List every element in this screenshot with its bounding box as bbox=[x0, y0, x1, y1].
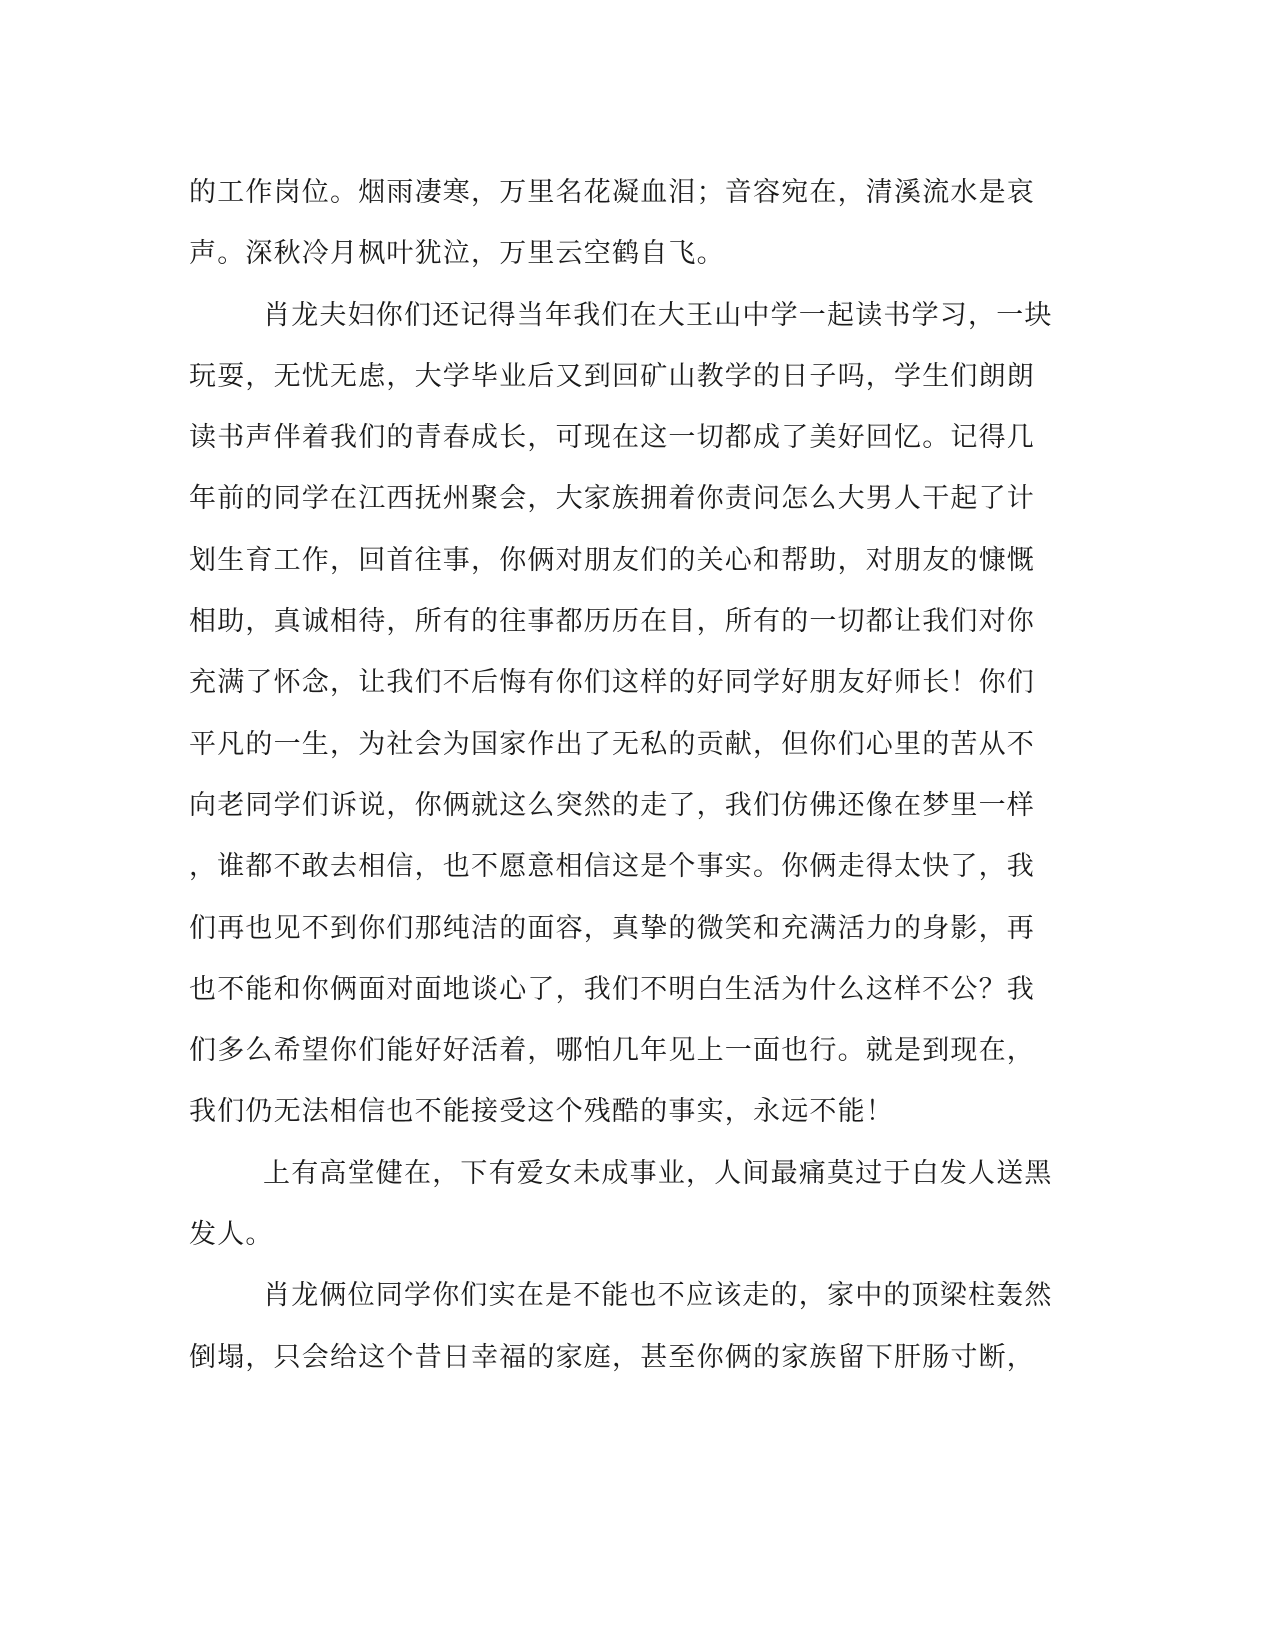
text-line: 划生育工作，回首往事，你俩对朋友们的关心和帮助，对朋友的慷慨 bbox=[189, 544, 1035, 576]
text-line: 我们仍无法相信也不能接受这个残酷的事实，永远不能！ bbox=[189, 1096, 894, 1128]
text-line: 倒塌，只会给这个昔日幸福的家庭，甚至你俩的家族留下肝肠寸断， bbox=[189, 1341, 1035, 1373]
paragraph-first-line: 肖龙俩位同学你们实在是不能也不应该走的，家中的顶梁柱轰然 bbox=[263, 1280, 1053, 1312]
text-line: 向老同学们诉说，你俩就这么突然的走了，我们仿佛还像在梦里一样 bbox=[189, 789, 1035, 821]
text-line: 相助，真诚相待，所有的往事都历历在目，所有的一切都让我们对你 bbox=[189, 606, 1035, 638]
text-line: 声。深秋冷月枫叶犹泣，万里云空鹤自飞。 bbox=[189, 238, 725, 270]
paragraph-first-line: 肖龙夫妇你们还记得当年我们在大王山中学一起读书学习，一块 bbox=[263, 299, 1053, 331]
paragraph-first-line: 上有高堂健在，下有爱女未成事业，人间最痛莫过于白发人送黑 bbox=[263, 1157, 1053, 1189]
body-text bbox=[189, 162, 1069, 1388]
text-line: 年前的同学在江西抚州聚会，大家族拥着你责问怎么大男人干起了计 bbox=[189, 483, 1035, 515]
text-line: 们多么希望你们能好好活着，哪怕几年见上一面也行。就是到现在， bbox=[189, 1035, 1035, 1067]
text-line: 发人。 bbox=[189, 1219, 274, 1251]
text-line: 的工作岗位。烟雨凄寒，万里名花凝血泪；音容宛在，清溪流水是哀 bbox=[189, 177, 1035, 208]
text-line: 玩耍，无忧无虑，大学毕业后又到回矿山教学的日子吗，学生们朗朗 bbox=[189, 360, 1035, 392]
text-line: 们再也见不到你们那纯洁的面容，真挚的微笑和充满活力的身影，再 bbox=[189, 912, 1035, 944]
text-line: 充满了怀念，让我们不后悔有你们这样的好同学好朋友好师长！你们 bbox=[189, 667, 1035, 699]
text-line: 平凡的一生，为社会为国家作出了无私的贡献，但你们心里的苦从不 bbox=[189, 728, 1035, 760]
text-line: 也不能和你俩面对面地谈心了，我们不明白生活为什么这样不公？我 bbox=[189, 973, 1035, 1005]
text-line: 读书声伴着我们的青春成长，可现在这一切都成了美好回忆。记得几 bbox=[189, 422, 1035, 454]
text-line: ，谁都不敢去相信，也不愿意相信这是个事实。你俩走得太快了，我 bbox=[189, 851, 1035, 883]
